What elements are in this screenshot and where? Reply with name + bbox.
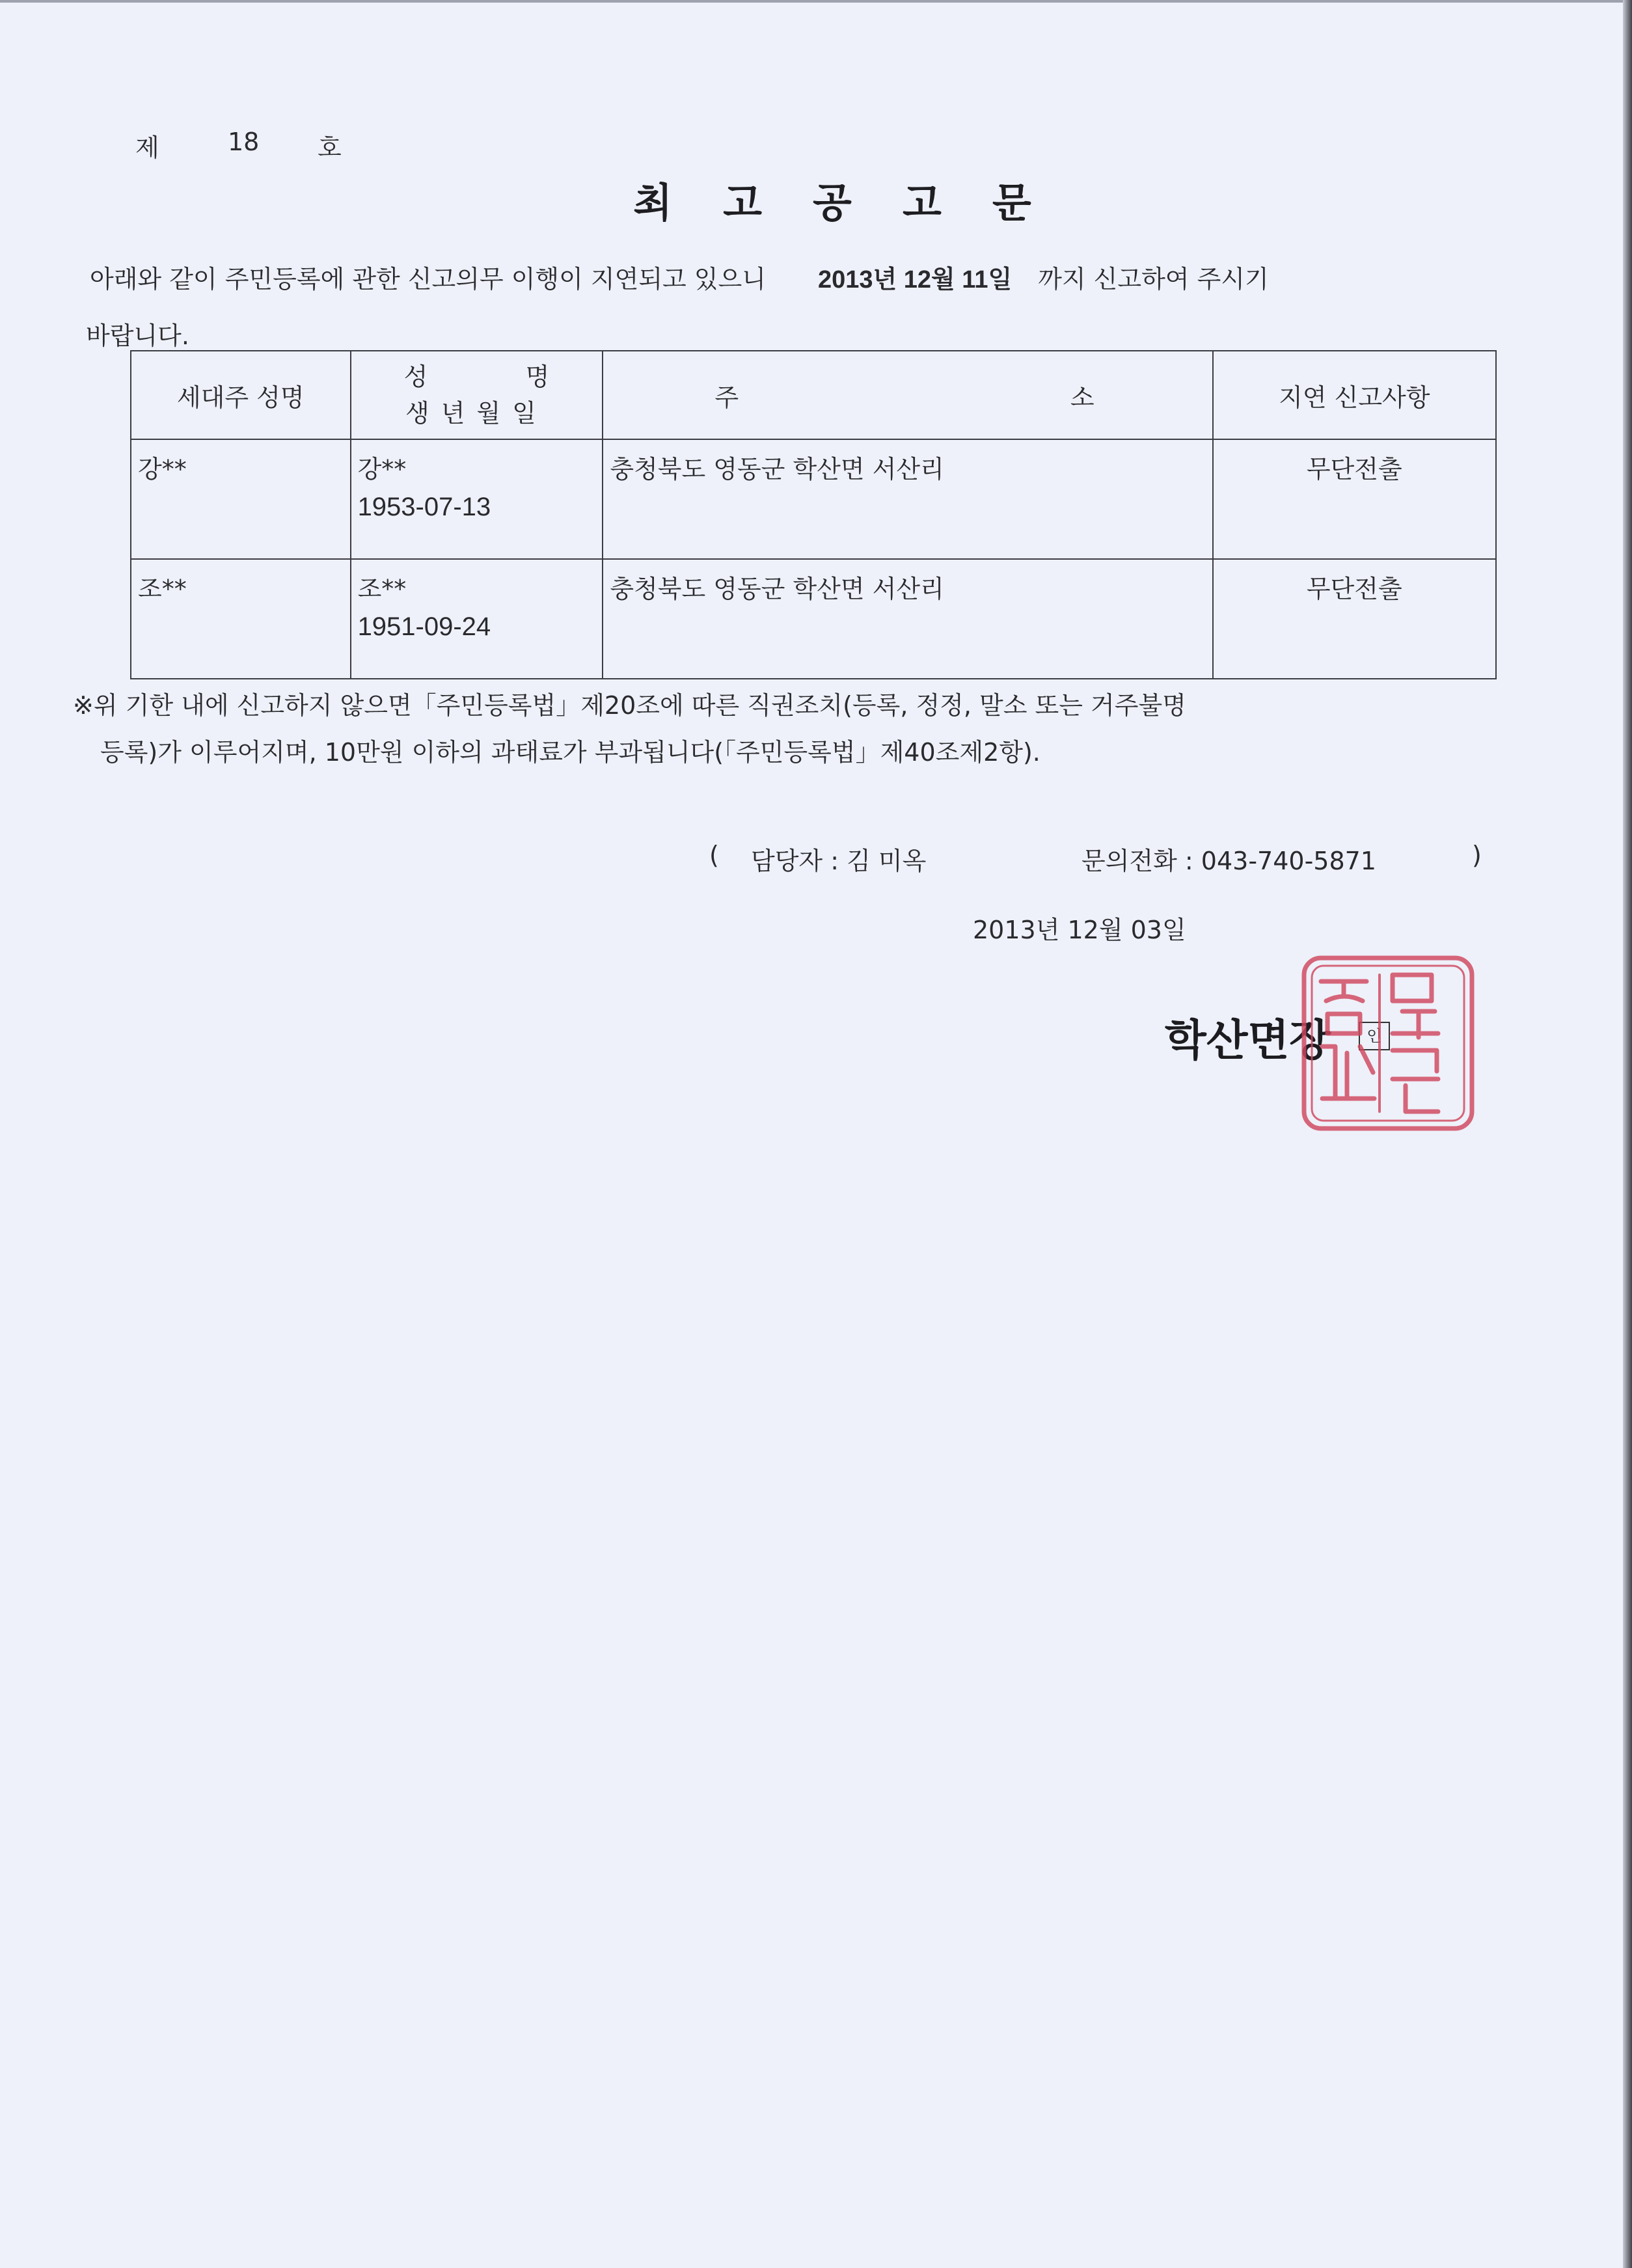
header-householder: 세대주 성명 (131, 351, 351, 439)
cell-address: 충청북도 영동군 학산면 서산리 (603, 439, 1212, 559)
cell-householder: 강** (131, 439, 351, 559)
header-name-b: 명 (525, 362, 550, 391)
doc-number-suffix: 호 (318, 133, 342, 162)
header-delay: 지연 신고사항 (1213, 351, 1496, 439)
cell-name: 강** (357, 455, 407, 484)
cell-name: 조** (357, 575, 407, 603)
doc-number-prefix: 제 (135, 133, 159, 162)
cell-householder: 조** (131, 559, 351, 679)
signer-title: 학산면장 (1165, 1015, 1331, 1065)
scan-top-edge (0, 0, 1632, 3)
header-address-b: 소 (1070, 383, 1095, 412)
cell-delay: 무단전출 (1213, 439, 1496, 559)
header-address (603, 351, 1212, 439)
issue-date: 2013년 12월 03일 (973, 916, 1186, 944)
cell-name-birth (351, 559, 603, 679)
note-line1: ※위 기한 내에 신고하지 않으면「주민등록법」제20조에 따른 직권조치(등록, 정정, 말소 또는 거주불명 (73, 691, 1186, 720)
cell-birth: 1951-09-24 (357, 612, 491, 641)
legal-note (73, 682, 1504, 776)
contact-phone: 문의전화 : 043-740-5871 (1081, 847, 1376, 875)
scan-right-edge (1623, 0, 1632, 2268)
seal-placeholder-mark: 인 (1359, 1022, 1390, 1050)
header-address-a: 주 (714, 383, 739, 412)
contact-open-paren: ( (709, 841, 719, 869)
notice-table (130, 350, 1497, 679)
cell-birth: 1953-07-13 (357, 493, 491, 521)
intro-text-after: 까지 신고하여 주시기 (1038, 265, 1269, 294)
doc-number-value: 18 (228, 128, 260, 156)
table-row (131, 559, 1496, 679)
intro-paragraph (86, 251, 1528, 364)
cell-address: 충청북도 영동군 학산면 서산리 (603, 559, 1212, 679)
contact-person: 담당자 : 김 미옥 (751, 847, 927, 875)
deadline-date: 2013년 12월 11일 (817, 266, 1013, 294)
intro-text-before: 아래와 같이 주민등록에 관한 신고의무 이행이 지연되고 있으니 (90, 265, 766, 294)
cell-name-birth (351, 439, 603, 559)
table-header-row (131, 351, 1496, 439)
table-row (131, 439, 1496, 559)
header-birth: 생년월일 (405, 399, 548, 428)
header-name-a: 성 (403, 362, 428, 391)
note-line2: 등록)가 이루어지며, 10만원 이하의 과태료가 부과됩니다(「주민등록법」제40조제2항). (100, 738, 1040, 767)
contact-close-paren: ) (1472, 841, 1482, 869)
intro-text-line2: 바랍니다. (86, 321, 189, 350)
official-seal-stamp (1295, 949, 1481, 1138)
header-name-birth (351, 351, 603, 439)
cell-delay: 무단전출 (1213, 559, 1496, 679)
page-title: 최고공고문 (633, 179, 1082, 226)
